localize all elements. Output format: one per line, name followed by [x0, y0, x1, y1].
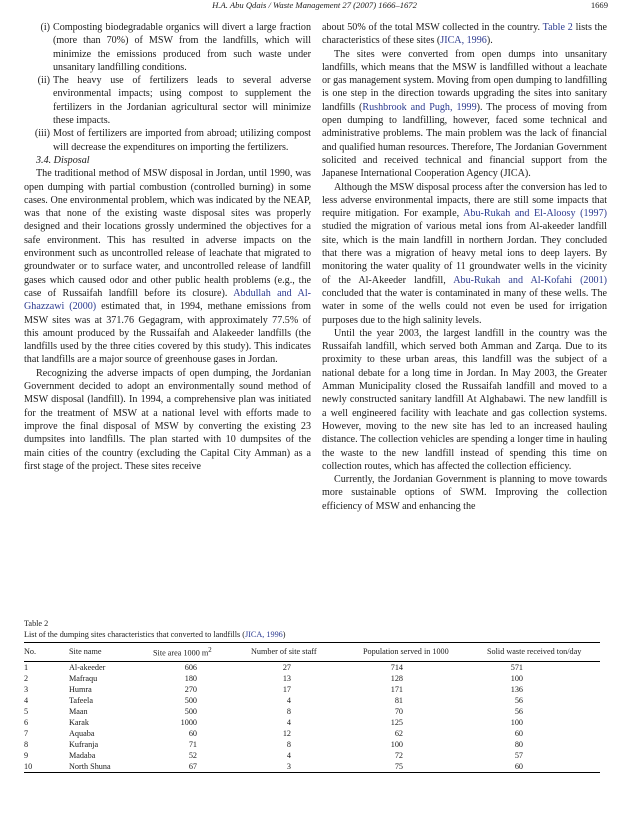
paragraph — [322, 48, 607, 181]
numbered-list — [24, 21, 311, 154]
value: 57 — [514, 750, 523, 760]
cell-site-staff — [251, 695, 363, 706]
cell-site-area — [153, 761, 251, 773]
value: 60 — [188, 728, 197, 738]
value: 125 — [390, 717, 403, 727]
paragraph-text: Although the MSW disposal process after the conversion has led to less adverse environmental impacts, there are still some impacts that require mitigation. For example, — [322, 181, 607, 220]
cell-no: 10 — [24, 761, 33, 771]
paragraph-text: ). — [486, 35, 493, 47]
cell-site-name: Maan — [69, 706, 88, 716]
paragraph — [24, 167, 311, 366]
value: 52 — [188, 750, 197, 760]
value: 12 — [282, 728, 291, 738]
value: 80 — [514, 739, 523, 749]
cell-site-area — [153, 673, 251, 684]
cell-waste — [487, 684, 600, 695]
value: 1000 — [180, 717, 197, 727]
cell-site-area — [153, 750, 251, 761]
value: 606 — [184, 662, 197, 672]
cell-site-name: Tafeela — [69, 695, 93, 705]
cell-population — [363, 728, 487, 739]
table-row — [24, 695, 600, 706]
cell-site-staff — [251, 717, 363, 728]
table-2 — [24, 618, 600, 773]
value: 128 — [390, 673, 403, 683]
page-number: 1669 — [590, 0, 608, 10]
cell-population — [363, 706, 487, 717]
cell-waste — [487, 750, 600, 761]
header-site-staff: Number of site staff — [251, 647, 317, 657]
cell-site-name: Madaba — [69, 750, 96, 760]
table-header-row — [24, 643, 600, 662]
cell-no: 4 — [24, 695, 29, 705]
value: 62 — [394, 728, 403, 738]
header-site-area — [153, 643, 251, 662]
paragraph — [322, 21, 607, 48]
cell-waste — [487, 695, 600, 706]
cell-population — [363, 750, 487, 761]
value: 60 — [514, 728, 523, 738]
value: 70 — [394, 706, 403, 716]
cell-site-area — [153, 706, 251, 717]
value: 67 — [188, 761, 197, 771]
table-reference-link[interactable]: Table 2 — [542, 22, 573, 33]
value: 4 — [286, 750, 291, 760]
cell-population — [363, 684, 487, 695]
value: 27 — [282, 662, 291, 672]
cell-no: 5 — [24, 706, 29, 716]
cell-site-name: Karak — [69, 717, 90, 727]
cell-site-staff — [251, 761, 363, 773]
value: 81 — [394, 695, 403, 705]
cell-waste — [487, 761, 600, 773]
running-title: H.A. Abu Qdais / Waste Management 27 (2007) 1666–1672 — [212, 0, 417, 10]
table-caption — [24, 629, 600, 640]
value: 171 — [390, 684, 403, 694]
running-head — [0, 0, 629, 12]
table-row — [24, 761, 600, 773]
superscript: 2 — [208, 647, 212, 654]
cell-population — [363, 661, 487, 673]
table-row — [24, 661, 600, 673]
cell-site-name: Al-akeeder — [69, 662, 106, 672]
value: 500 — [184, 695, 197, 705]
value: 136 — [510, 684, 523, 694]
citation-link[interactable]: Rushbrook and Pugh, 1999 — [362, 101, 477, 113]
value: 71 — [188, 739, 197, 749]
citation-link[interactable]: Abu-Rukah and Al-Kofahi (2001) — [453, 274, 607, 286]
cell-site-staff — [251, 750, 363, 761]
value: 75 — [394, 761, 403, 771]
cell-site-area — [153, 661, 251, 673]
cell-waste — [487, 706, 600, 717]
value: 60 — [514, 761, 523, 771]
cell-site-area — [153, 684, 251, 695]
cell-population — [363, 695, 487, 706]
cell-site-name: Mafraqu — [69, 673, 98, 683]
cell-site-staff — [251, 739, 363, 750]
cell-site-area — [153, 695, 251, 706]
cell-site-staff — [251, 728, 363, 739]
paragraph: Recognizing the adverse impacts of open dumping, the Jordanian Government decided to adopt an environmentally sound method of MSW disposal (landfill). In 1994, a comprehensive plan was initiated for the treatment of MSW at a national level with efforts made to improve the final disposal of MSW by converting the existing 23 dumpsites into landfills. The plan started with 10 dumpsites of the main cities of the country (excluding the Capital City Amman) as a first stage of the project. These sites receive — [24, 367, 311, 472]
value: 100 — [510, 673, 523, 683]
citation-link[interactable]: JICA, 1996 — [245, 630, 283, 639]
caption-text: ) — [282, 630, 286, 639]
right-column — [322, 21, 607, 513]
table-label: Table 2 — [24, 619, 49, 628]
cell-waste — [487, 739, 600, 750]
cell-site-name: North Shuna — [69, 761, 111, 771]
cell-population — [363, 717, 487, 728]
header-waste: Solid waste received ton/day — [487, 647, 582, 657]
value: 56 — [514, 706, 523, 716]
paragraph-text: lists the characteristics of these sites ( — [322, 22, 607, 47]
cell-population — [363, 739, 487, 750]
value: 17 — [282, 684, 291, 694]
cell-site-staff — [251, 673, 363, 684]
list-marker: (i) — [40, 22, 50, 33]
data-table — [24, 642, 600, 773]
table-row — [24, 673, 600, 684]
paragraph-text: studied the migration of various metal ions from Al-akeeder landfill site, which is the main landfill in northern Jordan. They concluded that there was a migration of heavy metal ions to deep layers. By monitoring the water quality of 11 groundwater wells in the vicinity of the Al-Akeeder landfill, — [322, 221, 607, 286]
value: 180 — [184, 673, 197, 683]
citation-link[interactable]: JICA, 1996 — [440, 35, 487, 47]
cell-population — [363, 673, 487, 684]
value: 100 — [390, 739, 403, 749]
value: 8 — [286, 739, 291, 749]
citation-link[interactable]: Abdullah and Al-Ghazzawi (2000) — [24, 287, 311, 313]
list-text: The heavy use of fertilizers leads to several adverse environmental impacts; using compost to supplement the fertilizers in the Jordanian agricultural sector will minimize these impacts. — [53, 75, 311, 127]
list-item — [36, 127, 311, 154]
value: 571 — [510, 662, 523, 672]
list-marker: (ii) — [37, 75, 50, 87]
cell-site-staff — [251, 661, 363, 673]
paragraph — [322, 181, 607, 327]
citation-link[interactable]: Abu-Rukah and El-Aloosy (1997) — [463, 208, 607, 220]
table-row — [24, 706, 600, 717]
cell-site-name: Kufranja — [69, 739, 99, 749]
value: 4 — [286, 717, 291, 727]
paragraph-text: The traditional method of MSW disposal in Jordan, until 1990, was open dumping with partial combustion (controlled burning) in some cases. One environmental problem, which was indicated by the NEAP, was that none of the existing waste disposal sites was properly designed and their locations grossly undermined the objectives for a safe environment. This has resulted in adverse impacts on the environment such as uncontrolled release of leachate that migrated to groundwater or to surface water, and uncontrolled release of landfill gases which caused odor and other public health problems (e.g., the case of Russaifah landfill before its closure). — [24, 168, 311, 299]
caption-text: List of the dumping sites characteristics that converted to landfills ( — [24, 630, 246, 639]
header-text: Site area 1000 m — [153, 648, 209, 658]
table-row — [24, 684, 600, 695]
list-text: Most of fertilizers are imported from abroad; utilizing compost will decrease the expenditures on importing the fertilizers. — [53, 128, 311, 153]
cell-site-name: Aquaba — [69, 728, 95, 738]
value: 270 — [184, 684, 197, 694]
list-item — [36, 74, 311, 127]
cell-site-area — [153, 728, 251, 739]
cell-no: 3 — [24, 684, 29, 694]
cell-population — [363, 761, 487, 773]
cell-site-area — [153, 717, 251, 728]
value: 714 — [390, 662, 403, 672]
cell-waste — [487, 717, 600, 728]
list-text: Composting biodegradable organics will divert a large fraction (more than 70%) of MSW from the landfills, which will minimize the emissions produced from such waste under unsanitary landfilling conditions. — [53, 22, 311, 73]
header-site-name: Site name — [69, 647, 102, 657]
value: 3 — [286, 761, 291, 771]
cell-site-staff — [251, 684, 363, 695]
cell-site-staff — [251, 706, 363, 717]
cell-no: 8 — [24, 739, 29, 749]
value: 4 — [286, 695, 291, 705]
cell-no: 2 — [24, 673, 29, 683]
cell-no: 7 — [24, 728, 29, 738]
header-population: Population served in 1000 — [363, 647, 449, 657]
cell-site-name: Humra — [69, 684, 92, 694]
table-row — [24, 750, 600, 761]
cell-no: 1 — [24, 662, 29, 672]
paragraph-text: estimated that, in 1994, methane emissions from MSW sites was at 371.76 Gegagram, with approximately 77.5% of this amount produced by the Russaifah and Alakeeder landfills (the landfills used by the three cities covered by this study). This indicates that landfills are a major source of greenhouse gases in Jordan. — [24, 301, 311, 366]
paragraph-text: about 50% of the total MSW collected in the country. — [322, 22, 543, 33]
cell-no: 6 — [24, 717, 29, 727]
table-row — [24, 717, 600, 728]
cell-no: 9 — [24, 750, 29, 760]
header-no: No. — [24, 647, 37, 657]
cell-waste — [487, 728, 600, 739]
list-item — [36, 21, 311, 74]
left-column — [24, 21, 311, 473]
value: 13 — [282, 673, 291, 683]
cell-waste — [487, 661, 600, 673]
section-heading: 3.4. Disposal — [36, 154, 90, 166]
table-row — [24, 728, 600, 739]
paragraph-text: The sites were converted from open dumps into unsanitary landfills, which means that the MSW is landfilled without a leachate or gas management system. Moving from open dumping to landfilling is one step in the direction towards upgrading the sites into sanitary landfills ( — [322, 48, 607, 113]
paragraph-text: ). The process of moving from open dumping to landfilling, however, faced some technical and administrative problems. The main problem was the lack of financial and qualified human resources. Therefore, The Jordanian Government solicited and received technical and financial support from the Japanese International Cooperation Agency (JICA). — [322, 101, 607, 180]
value: 500 — [184, 706, 197, 716]
value: 100 — [510, 717, 523, 727]
cell-waste — [487, 673, 600, 684]
list-marker: (iii) — [34, 128, 50, 140]
paragraph: Currently, the Jordanian Government is planning to move towards more sustainable options of SWM. Improving the collection efficiency of MSW and enhancing the — [322, 474, 607, 512]
cell-site-area — [153, 739, 251, 750]
paragraph: Until the year 2003, the largest landfill in the country was the Russaifah landfill, which served both Amman and Zarqa. Due to its proximity to these urban areas, this landfill was the subject of a national debate for a long time in Jordan. In May 2003, the Greater Amman Municipality closed the Russaifah landfill and moved to a newly constructed sanitary landfill At Alghabawi. The new landfill is a well engineered facility with leachate and gas collection systems. However, moving to the new site has led to an increased hauling distance. The collection vehicles are spending a longer time in hauling the waste to the new landfill instead of spending this time on collection routes, which has affected the collection efficiency. — [322, 327, 607, 472]
value: 56 — [514, 695, 523, 705]
value: 72 — [394, 750, 403, 760]
paragraph-text: concluded that the water is contaminated in many of these wells. The water in some of the wells could not even be used for irrigation purposes due to the high salinity levels. — [322, 287, 607, 326]
table-row — [24, 739, 600, 750]
value: 8 — [286, 706, 291, 716]
